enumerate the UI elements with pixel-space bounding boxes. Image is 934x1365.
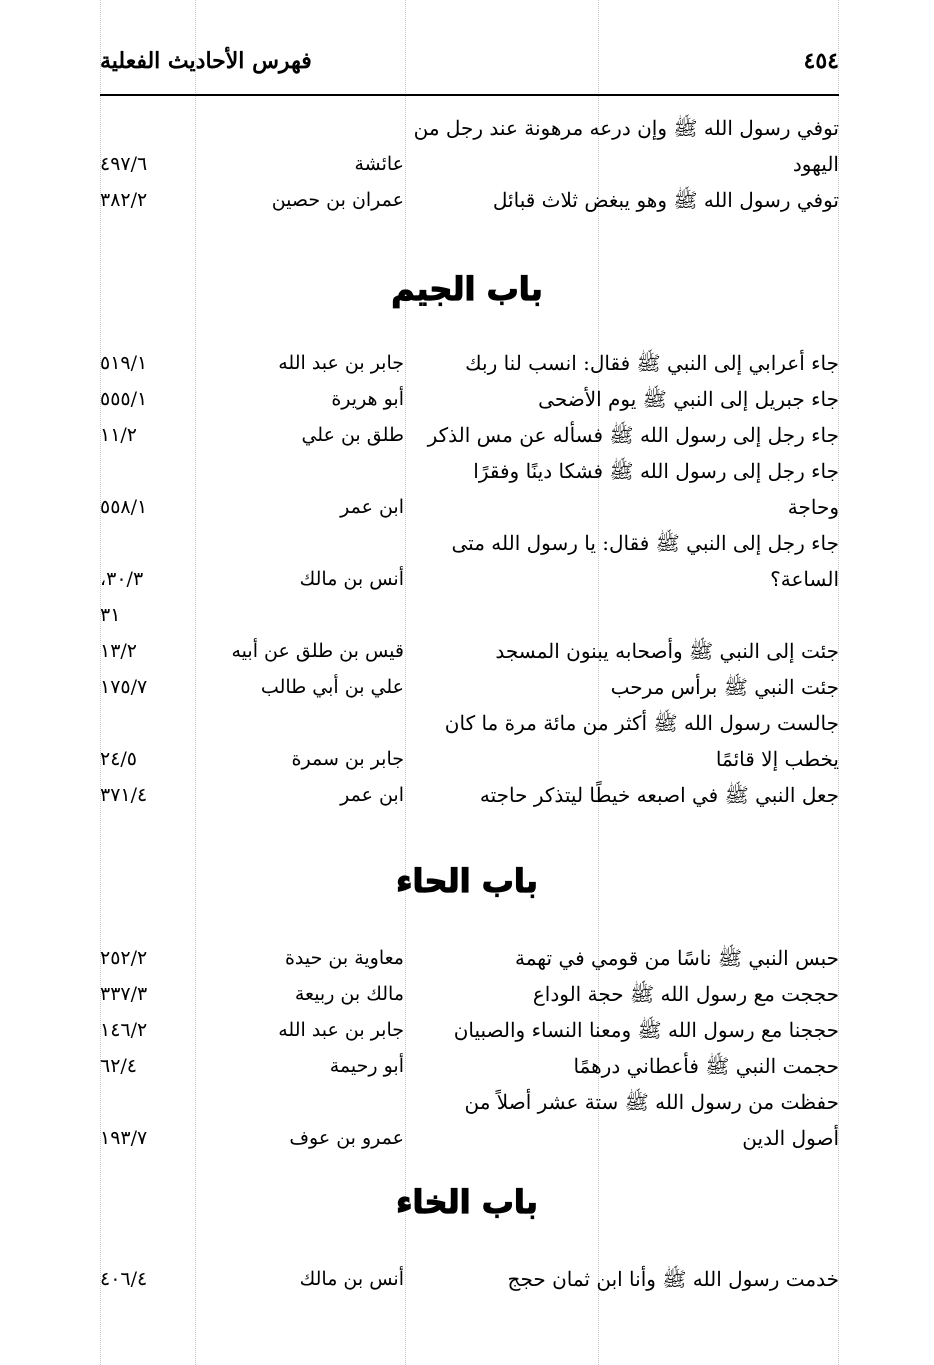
hadith-text: جئت إلى النبي ﷺ وأصحابه يبنون المسجد <box>495 639 839 663</box>
narrator-name: ابن عمر <box>340 496 404 518</box>
section-title: باب الخاء <box>396 1183 538 1221</box>
hadith-text: جاء رجل إلى رسول الله ﷺ فشكا دينًا وفقرًا <box>473 459 839 483</box>
page-number: ٤٥٤ <box>803 48 839 74</box>
page-header <box>100 42 839 94</box>
volume-page-ref: ١٧٥/٧ <box>100 676 148 698</box>
narrator-name: جابر بن سمرة <box>291 748 404 770</box>
header-rule <box>100 94 839 96</box>
hadith-text: جاء جبريل إلى النبي ﷺ يوم الأضحى <box>538 387 839 411</box>
volume-page-ref: ٥١٩/١ <box>100 352 148 374</box>
narrator-name: عمران بن حصين <box>271 189 404 211</box>
volume-page-ref: ٢٤/٥ <box>100 748 138 770</box>
volume-page-ref: ٣٧١/٤ <box>100 784 148 806</box>
volume-page-ref: ٥٥٥/١ <box>100 388 148 410</box>
hadith-text: جاء أعرابي إلى النبي ﷺ فقال: انسب لنا ربك <box>465 351 839 375</box>
volume-page-ref: ٣٨٢/٢ <box>100 189 148 211</box>
volume-page-ref-cont: ٣١ <box>100 604 121 626</box>
hadith-text: جاء رجل إلى النبي ﷺ فقال: يا رسول الله متى <box>451 531 839 555</box>
volume-page-ref: ٢٥٢/٢ <box>100 947 148 969</box>
hadith-text: أصول الدين <box>742 1126 839 1150</box>
narrator-name: علي بن أبي طالب <box>260 676 404 698</box>
hadith-text: جئت النبي ﷺ برأس مرحب <box>610 675 839 699</box>
volume-page-ref: ١١/٢ <box>100 424 138 446</box>
hadith-text: حججت مع رسول الله ﷺ حجة الوداع <box>532 982 839 1006</box>
volume-page-ref: ٥٥٨/١ <box>100 496 148 518</box>
narrator-name: عائشة <box>354 153 404 175</box>
volume-page-ref: ٣٠/٣، <box>100 568 144 590</box>
hadith-text: جعل النبي ﷺ في اصبعه خيطًا ليتذكر حاجته <box>479 783 839 807</box>
narrator-name: قيس بن طلق عن أبيه <box>231 640 404 662</box>
hadith-text: يخطب إلا قائمًا <box>715 747 839 771</box>
hadith-text: الساعة؟ <box>770 567 839 591</box>
narrator-name: أنس بن مالك <box>299 568 404 590</box>
hadith-text: حججنا مع رسول الله ﷺ ومعنا النساء والصبيان <box>453 1018 839 1042</box>
narrator-name: جابر بن عبد الله <box>278 1019 404 1041</box>
narrator-name: أبو رحيمة <box>329 1055 404 1077</box>
dotted-guide <box>405 0 406 1365</box>
volume-page-ref: ١٣/٢ <box>100 640 138 662</box>
hadith-text: توفي رسول الله ﷺ وهو يبغض ثلاث قبائل <box>492 188 839 212</box>
hadith-text: جالست رسول الله ﷺ أكثر من مائة مرة ما كان <box>444 711 839 735</box>
volume-page-ref: ٤٠٦/٤ <box>100 1268 148 1290</box>
volume-page-ref: ٣٣٧/٣ <box>100 983 148 1005</box>
section-title: باب الحاء <box>396 862 538 900</box>
section-title: باب الجيم <box>391 270 543 308</box>
hadith-text: جاء رجل إلى رسول الله ﷺ فسأله عن مس الذكر <box>427 423 839 447</box>
narrator-name: معاوية بن حيدة <box>284 947 404 969</box>
volume-page-ref: ٦٢/٤ <box>100 1055 138 1077</box>
narrator-name: عمرو بن عوف <box>289 1127 404 1149</box>
hadith-text: حبس النبي ﷺ ناسًا من قومي في تهمة <box>515 946 839 970</box>
hadith-text: حفظت من رسول الله ﷺ ستة عشر أصلاً من <box>464 1090 839 1114</box>
narrator-name: أبو هريرة <box>331 388 404 410</box>
hadith-text: وحاجة <box>787 495 839 519</box>
dotted-guide <box>195 0 196 1365</box>
volume-page-ref: ٤٩٧/٦ <box>100 153 148 175</box>
narrator-name: طلق بن علي <box>301 424 404 446</box>
hadith-text: حجمت النبي ﷺ فأعطاني درهمًا <box>573 1054 839 1078</box>
hadith-text: اليهود <box>792 152 839 176</box>
narrator-name: أنس بن مالك <box>299 1268 404 1290</box>
volume-page-ref: ١٤٦/٢ <box>100 1019 148 1041</box>
running-title: فهرس الأحاديث الفعلية <box>100 48 312 74</box>
hadith-text: خدمت رسول الله ﷺ وأنا ابن ثمان حجج <box>507 1267 839 1291</box>
hadith-text: توفي رسول الله ﷺ وإن درعه مرهونة عند رجل من <box>413 116 839 140</box>
volume-page-ref: ١٩٣/٧ <box>100 1127 148 1149</box>
narrator-name: جابر بن عبد الله <box>278 352 404 374</box>
narrator-name: مالك بن ربيعة <box>294 983 404 1005</box>
narrator-name: ابن عمر <box>340 784 404 806</box>
